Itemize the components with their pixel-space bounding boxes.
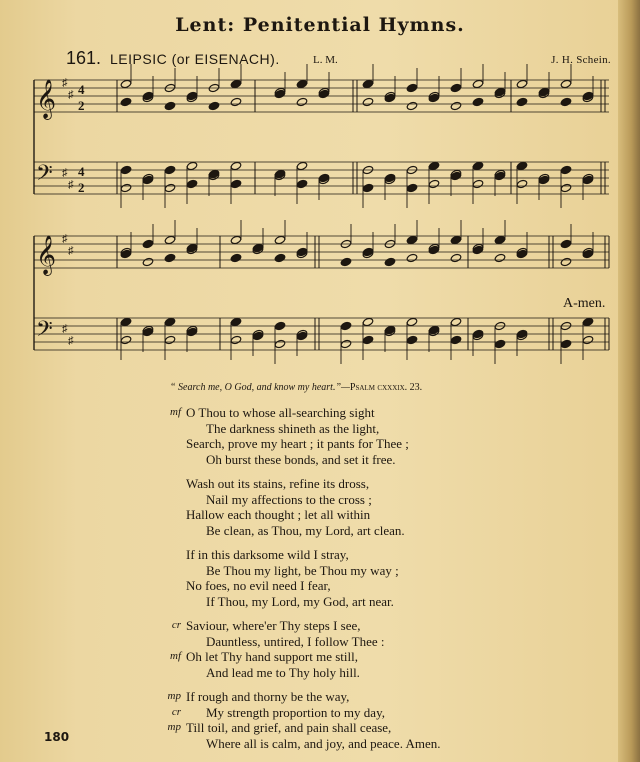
- verse-line: [186, 634, 516, 650]
- hymn-text: [167, 405, 516, 760]
- verse-line: [167, 689, 516, 705]
- notehead: [582, 317, 594, 326]
- verse-line: [186, 736, 516, 752]
- verse-line: [170, 405, 516, 421]
- verse-text: O Thou to whose all-searching sight: [186, 405, 375, 420]
- verse-line: [186, 507, 516, 523]
- notehead: [208, 101, 220, 110]
- notehead: [230, 253, 242, 262]
- notehead: [516, 97, 528, 106]
- stanza: [186, 547, 516, 609]
- sharp-icon: ♯: [68, 335, 74, 347]
- notehead: [362, 317, 374, 326]
- notehead: [428, 161, 440, 170]
- verse-text: No foes, no evil need I fear,: [186, 578, 331, 593]
- notehead: [230, 317, 242, 326]
- bass-clef-icon: 𝄢: [36, 161, 53, 191]
- notehead: [516, 79, 528, 88]
- notehead: [406, 253, 418, 262]
- notehead: [274, 321, 286, 330]
- tune-name: LEIPSIC (or EISENACH).: [110, 51, 280, 67]
- notehead: [296, 179, 308, 188]
- epigraph-quote: “ Search me, O God, and know my heart.”—: [170, 382, 350, 393]
- notehead: [494, 235, 506, 244]
- notehead: [230, 335, 242, 344]
- meter: L. M.: [313, 54, 338, 66]
- stanza: [170, 405, 516, 467]
- notehead: [406, 83, 418, 92]
- time-signature-bottom: 2: [78, 180, 85, 195]
- notehead: [362, 335, 374, 344]
- notehead: [472, 179, 484, 188]
- hymn-number: 161.: [66, 48, 102, 68]
- verse-text: And lead me to Thy holy hill.: [206, 664, 360, 680]
- notehead: [296, 161, 308, 170]
- dynamic-marking: mp: [167, 721, 181, 733]
- notehead: [120, 317, 132, 326]
- notehead: [450, 335, 462, 344]
- notehead: [296, 79, 308, 88]
- verse-text: Wash out its stains, refine its dross,: [186, 476, 370, 491]
- notehead: [516, 161, 528, 170]
- verse-text: Till toil, and grief, and pain shall cease,: [186, 720, 392, 735]
- notehead: [362, 79, 374, 88]
- notehead: [472, 97, 484, 106]
- notehead: [142, 257, 154, 266]
- amen-label: A-men.: [563, 296, 606, 311]
- notehead: [406, 101, 418, 110]
- notehead: [472, 161, 484, 170]
- notehead: [164, 335, 176, 344]
- notehead: [560, 97, 572, 106]
- notehead: [142, 239, 154, 248]
- dynamic-marking: mp: [167, 690, 181, 702]
- notehead: [120, 165, 132, 174]
- sharp-icon: ♯: [68, 245, 74, 257]
- notehead: [516, 179, 528, 188]
- notehead: [164, 253, 176, 262]
- dynamic-marking: mf: [170, 406, 181, 418]
- notehead: [274, 339, 286, 348]
- notehead: [120, 335, 132, 344]
- notehead: [230, 79, 242, 88]
- notehead: [494, 253, 506, 262]
- notehead: [120, 79, 132, 88]
- time-signature-top: 4: [78, 164, 85, 179]
- verse-text: The darkness shineth as the light,: [206, 420, 380, 436]
- verse-line: [167, 720, 516, 736]
- sharp-icon: ♯: [62, 323, 68, 335]
- time-signature-bottom: 2: [78, 98, 85, 113]
- verse-text: If Thou, my Lord, my God, art near.: [206, 593, 394, 609]
- verse-text: Saviour, where'er Thy steps I see,: [186, 618, 361, 633]
- verse-line: [186, 452, 516, 468]
- notehead: [340, 257, 352, 266]
- dynamic-marking: cr: [171, 619, 181, 631]
- verse-line: [186, 547, 516, 563]
- verse-line: [186, 563, 516, 579]
- verse-line: [171, 704, 516, 721]
- verse-text: Search, prove my heart ; it pants for Thee ;: [186, 436, 409, 451]
- stanza: [170, 618, 516, 680]
- bass-clef-icon: 𝄢: [36, 317, 53, 347]
- verse-text: Be clean, as Thou, my Lord, art clean.: [206, 522, 405, 538]
- verse-line: [186, 578, 516, 594]
- notehead: [406, 317, 418, 326]
- epigraph-reference: Psalm cxxxix. 23.: [349, 382, 423, 393]
- notehead: [340, 339, 352, 348]
- notehead: [384, 257, 396, 266]
- notehead: [164, 317, 176, 326]
- notehead: [560, 339, 572, 348]
- sharp-icon: ♯: [62, 233, 68, 245]
- notehead: [362, 183, 374, 192]
- verse-line: [186, 421, 516, 437]
- notehead: [186, 179, 198, 188]
- notehead: [186, 161, 198, 170]
- notehead: [406, 335, 418, 344]
- notehead: [164, 165, 176, 174]
- verse-line: [186, 594, 516, 610]
- notehead: [582, 335, 594, 344]
- notehead: [230, 97, 242, 106]
- stanza: [167, 689, 516, 751]
- dynamic-marking: mf: [170, 650, 181, 662]
- verse-text: Oh burst these bonds, and set it free.: [206, 451, 396, 467]
- notehead: [120, 183, 132, 192]
- verse-line: [171, 618, 516, 634]
- notehead: [450, 253, 462, 262]
- notehead: [560, 183, 572, 192]
- notehead: [274, 253, 286, 262]
- notehead: [164, 183, 176, 192]
- section-header: Lent: Penitential Hymns.: [175, 14, 465, 36]
- notehead: [450, 317, 462, 326]
- notehead: [230, 235, 242, 244]
- time-signature-top: 4: [78, 82, 85, 97]
- verse-text: Be Thou my light, be Thou my way ;: [206, 562, 399, 578]
- notehead: [230, 179, 242, 188]
- sharp-icon: ♯: [68, 89, 74, 101]
- verse-line: [186, 476, 516, 492]
- sharp-icon: ♯: [62, 77, 68, 89]
- notehead: [494, 339, 506, 348]
- notehead: [406, 183, 418, 192]
- page-number: 180: [44, 730, 70, 744]
- verse-line: [186, 665, 516, 681]
- treble-clef-icon: 𝄞: [36, 235, 57, 275]
- notehead: [362, 97, 374, 106]
- notehead: [274, 235, 286, 244]
- epigraph: [170, 382, 422, 393]
- music-score: [0, 0, 640, 380]
- notehead: [472, 79, 484, 88]
- verse-text: If rough and thorny be the way,: [186, 689, 350, 704]
- notehead: [230, 161, 242, 170]
- verse-text: Nail my affections to the cross ;: [206, 491, 372, 507]
- verse-text: Oh let Thy hand support me still,: [186, 649, 358, 664]
- verse-line: [186, 523, 516, 539]
- stanza: [186, 476, 516, 538]
- composer: J. H. Schein.: [551, 54, 611, 66]
- notehead: [450, 235, 462, 244]
- verse-line: [186, 436, 516, 452]
- verse-text: If in this darksome wild I stray,: [186, 547, 349, 562]
- verse-line: [186, 492, 516, 508]
- treble-clef-icon: 𝄞: [36, 79, 57, 119]
- dynamic-marking: cr: [171, 705, 181, 718]
- notehead: [560, 79, 572, 88]
- notehead: [560, 165, 572, 174]
- notehead: [120, 97, 132, 106]
- notehead: [560, 239, 572, 248]
- verse-line: [170, 649, 516, 665]
- sharp-icon: ♯: [62, 167, 68, 179]
- notehead: [296, 97, 308, 106]
- notehead: [450, 101, 462, 110]
- verse-text: My strength proportion to my day,: [206, 704, 385, 720]
- notehead: [164, 235, 176, 244]
- notehead: [560, 257, 572, 266]
- notehead: [340, 321, 352, 330]
- verse-text: Dauntless, untired, I follow Thee :: [206, 633, 385, 649]
- notehead: [450, 83, 462, 92]
- notehead: [406, 235, 418, 244]
- notehead: [428, 179, 440, 188]
- verse-text: Where all is calm, and joy, and peace. Amen.: [206, 735, 441, 751]
- sharp-icon: ♯: [68, 179, 74, 191]
- verse-text: Hallow each thought ; let all within: [186, 507, 371, 522]
- notehead: [164, 101, 176, 110]
